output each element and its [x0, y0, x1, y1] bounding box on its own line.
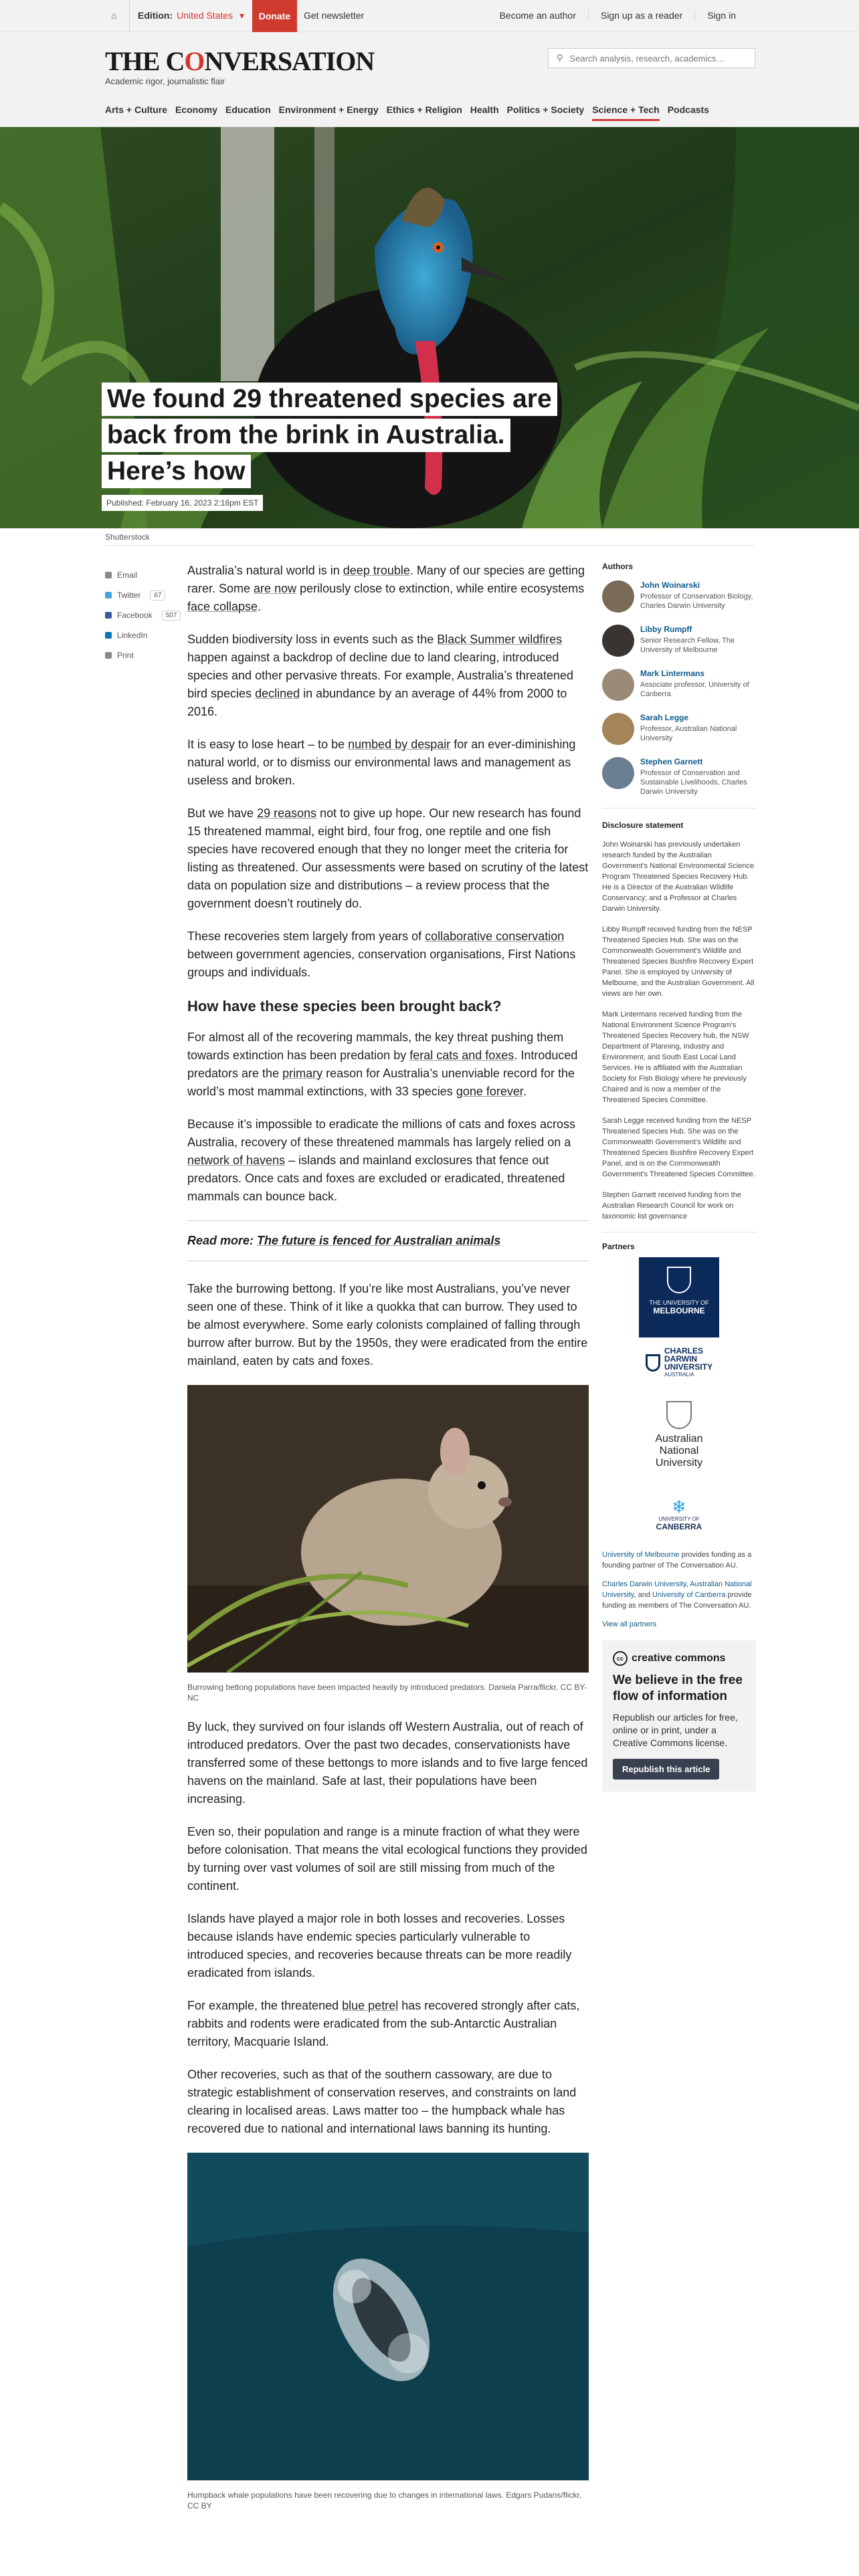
title-line: We found 29 threatened species are	[102, 383, 557, 416]
avatar	[602, 757, 634, 789]
author-name[interactable]: Mark Lintermans	[640, 669, 705, 678]
nav-science-tech[interactable]: Science + Tech	[592, 104, 660, 121]
nav-education[interactable]: Education	[225, 104, 271, 115]
figure-credit: Edgars Pudans/flickr, CC BY	[187, 2490, 582, 2510]
logo-text: CANBERRA	[656, 1521, 702, 1531]
facebook-icon	[105, 612, 112, 619]
share-label: Email	[117, 570, 138, 580]
paragraph: But we have 29 reasons not to give up hope. Our new research has found 15 threatened mammal, eight bird, four frog, one reptile and one fish species have recovered enough that they no longer meet the criteria for listing as threatened. Our assessments were based on scrutiny of the latest data on population size and distributions – a review process that the government doesn’t routinely do.	[187, 807, 589, 910]
section-heading: How have these species been brought back?	[187, 998, 502, 1014]
paragraph: Because it’s impossible to eradicate the millions of cats and foxes across Australia, recovery of these threatened mammals has largely relied on a network of havens – islands and mainland exclosures that fence out predators. Once cats and foxes are excluded or eradicated, threatened mammals can bounce back.	[187, 1117, 575, 1203]
disclosure-heading: Disclosure statement	[602, 808, 756, 830]
paragraph: Australia’s natural world is in deep trouble. Many of our species are getting rarer. Some are now perilously close to extinction, while entire ecosystems face collapse.	[187, 564, 585, 613]
published-date: Published: February 16, 2023 2:18pm EST	[102, 495, 263, 511]
cc-heading: We believe in the free flow of information	[613, 1673, 743, 1703]
inline-link[interactable]: are now	[254, 582, 297, 595]
author-role: Professor, Australian National University	[640, 725, 737, 742]
donate-button[interactable]: Donate	[252, 0, 297, 32]
author-role: Professor of Conservation Biology, Charles Darwin University	[640, 593, 753, 610]
paragraph: It is easy to lose heart – to be numbed by despair for an ever-diminishing natural world, or to dismiss our environmental laws and management as useless and broken.	[187, 738, 576, 787]
view-all-partners-link[interactable]: View all partners	[602, 1620, 657, 1628]
creative-commons-box	[602, 1640, 756, 1792]
humpback-whale-photo	[187, 2153, 589, 2480]
inline-link[interactable]: blue petrel	[342, 1999, 399, 2012]
sign-up-link[interactable]: Sign up as a reader	[588, 10, 694, 21]
inline-link[interactable]: Black Summer wildfires	[437, 633, 563, 646]
inline-link[interactable]: face collapse	[187, 600, 258, 613]
nav-arts-culture[interactable]: Arts + Culture	[105, 104, 167, 115]
nav-politics-society[interactable]: Politics + Society	[506, 104, 585, 115]
author-card[interactable]	[602, 757, 756, 796]
paragraph: By luck, they survived on four islands off Western Australia, out of reach of introduced predators. Over the past two decades, conservationists have transferred some of these bettongs to more islands and to five large fenced havens on the mainland. Safe at last, their populations have been increasing.	[187, 1720, 588, 1806]
share-count: 507	[162, 611, 181, 621]
logo-text: UNIVERSITY	[664, 1362, 712, 1372]
article-body	[187, 562, 589, 2526]
share-label: Print	[117, 651, 134, 660]
read-more-label: Read more:	[187, 1234, 258, 1247]
top-bar	[0, 0, 859, 32]
author-role: Senior Research Fellow, The University of Melbourne	[640, 637, 735, 654]
partner-note: University of Melbourne provides funding as a founding partner of The Conversation AU.	[602, 1551, 752, 1570]
newsletter-link[interactable]: Get newsletter	[304, 10, 365, 21]
edition-value[interactable]: United States	[177, 10, 233, 21]
inline-link[interactable]: numbed by despair	[348, 738, 451, 751]
home-icon[interactable]: ⌂	[111, 10, 117, 21]
logo-text: CHARLES	[664, 1346, 703, 1356]
search-icon: ⚲	[557, 53, 563, 63]
paragraph: Islands have played a major role in both losses and recoveries. Losses because islands have endemic species particularly vulnerable to introduced species, and recoveries because threats can be more readily eradicated from islands.	[187, 1912, 572, 1979]
disclosure-section	[602, 808, 756, 1222]
hero-image	[0, 127, 859, 528]
paragraph: For example, the threatened blue petrel has recovered strongly after cats, rabbits and rodents were eradicated from the sub-Antarctic Australian territory, Macquarie Island.	[187, 1999, 580, 2048]
search-input[interactable]	[548, 48, 755, 68]
nav-ethics-religion[interactable]: Ethics + Religion	[386, 104, 462, 115]
creative-commons-logo: cc creative commons	[613, 1651, 745, 1666]
image-credit: Shutterstock	[105, 532, 150, 542]
charles-darwin-university-logo[interactable]	[602, 1339, 756, 1386]
edition-label: Edition:	[138, 10, 173, 21]
cc-icon: cc	[613, 1651, 628, 1666]
crest-icon	[646, 1354, 660, 1372]
partner-note: Charles Darwin University, Australian National University, and University of Canberra provide funding as members of The Conversation AU.	[602, 1580, 752, 1610]
divider	[105, 545, 754, 546]
disclosure-text: Mark Lintermans received funding from the National Environment Science Program's Threatened Species Recovery hub, the NSW Department of Planning, Industry and Environment, and South East Local Land Services. He is affiliated with the Australian Society for Fish Biology where he previously Chaired and is now a member of the Threatened Species Committee.	[602, 1010, 749, 1104]
read-more-link[interactable]: The future is fenced for Australian animals	[257, 1234, 501, 1247]
republish-button[interactable]: Republish this article	[613, 1759, 719, 1780]
avatar	[602, 713, 634, 745]
nav-economy[interactable]: Economy	[175, 104, 217, 115]
author-card[interactable]	[602, 625, 756, 661]
figure-caption: Burrowing bettong populations have been impacted heavily by introduced predators. Daniela Parra/flickr, CC BY-NC	[187, 1683, 587, 1703]
edition-selector[interactable]	[138, 10, 244, 21]
cc-text: Republish our articles for free, online or in print, under a Creative Commons license.	[613, 1712, 738, 1748]
inline-link[interactable]: gone forever	[456, 1085, 523, 1098]
university-of-melbourne-logo[interactable]	[602, 1261, 756, 1334]
account-links	[488, 10, 748, 21]
bettong-photo	[187, 1385, 589, 1673]
article-title	[102, 383, 557, 491]
nav-health[interactable]: Health	[470, 104, 499, 115]
share-label: Twitter	[117, 591, 141, 600]
linkedin-icon	[105, 632, 112, 639]
share-label: LinkedIn	[117, 631, 148, 640]
logo-text: UNIVERSITY OF	[658, 1515, 700, 1522]
search-placeholder: Search analysis, research, academics…	[569, 53, 725, 64]
avatar	[602, 669, 634, 701]
disclosure-text: Stephen Garnett received funding from the Australian Research Council for work on taxonomic list governance	[602, 1191, 741, 1220]
nav-podcasts[interactable]: Podcasts	[667, 104, 709, 115]
author-card[interactable]	[602, 713, 756, 749]
site-header	[0, 32, 859, 127]
share-count: 67	[150, 591, 165, 601]
figure	[187, 2153, 589, 2511]
logo-text: Australian	[655, 1433, 703, 1444]
disclosure-text: Sarah Legge received funding from the NESP Threatened Species Hub. She was on the Commonwealth Government's Wildlife and Threatened Species Bushfire Recovery Expert Panel, and is on the Commonwealth Government's Threatened Species Committee.	[602, 1117, 755, 1178]
logo-text: MELBOURNE	[653, 1306, 705, 1315]
share-linkedin[interactable]	[105, 625, 181, 645]
share-facebook[interactable]	[105, 605, 181, 625]
share-bar	[105, 565, 181, 665]
sign-in-link[interactable]: Sign in	[694, 10, 748, 21]
disclosure-text: John Woinarski has previously undertaken research funded by the Australian Government's National Environmental Science Program Threatened Species Recovery Hub. He is a Director of the Australian Wildlife Conservancy; and a Professor at Charles Darwin University.	[602, 841, 755, 913]
partner-link[interactable]: University of Canberra	[652, 1591, 726, 1599]
site-logo[interactable]: THE CONVERSATION	[105, 46, 375, 76]
author-name[interactable]: Sarah Legge	[640, 713, 689, 722]
title-line: back from the brink in Australia.	[102, 419, 510, 452]
paragraph: These recoveries stem largely from years of collaborative conservation between government agencies, conservation organisations, First Nations groups and individuals.	[187, 930, 576, 979]
tagline: Academic rigor, journalistic flair	[105, 76, 225, 86]
sidebar	[602, 562, 756, 1792]
avatar	[602, 625, 634, 657]
author-role: Associate professor, University of Canberra	[640, 681, 749, 698]
paragraph: Other recoveries, such as that of the southern cassowary, are due to strategic establishment of conservation reserves, and constraints on land clearing in localised areas. Laws matter too – the humpback whale has recovered due to national and international laws banning its hunting.	[187, 2068, 577, 2135]
author-card[interactable]	[602, 580, 756, 617]
paragraph: For almost all of the recovering mammals, the key threat pushing them towards extinction has been predation by feral cats and foxes. Introduced predators are the primary reason for Australia’s unenviable record for the world’s most mammal extinctions, with 33 species gone forever.	[187, 1031, 578, 1098]
figure-credit: Daniela Parra/flickr, CC BY-NC	[187, 1683, 587, 1703]
title-line: Here’s how	[102, 455, 251, 488]
figure	[187, 1385, 589, 1703]
snowflake-icon: ❄	[672, 1496, 686, 1517]
partner-link[interactable]: Australian National University	[602, 1580, 752, 1599]
inline-link[interactable]: declined	[255, 687, 300, 700]
disclosure-text: Libby Rumpff received funding from the NESP Threatened Species Hub. She was on the Commonwealth Government's Wildlife and Threatened Species Bushfire Recovery Expert Panel. She is employed by University of Melbourne, and the Australian Government. All views are her own.	[602, 926, 755, 998]
divider	[129, 0, 130, 32]
logo-text: University	[655, 1457, 703, 1469]
share-label: Facebook	[117, 611, 153, 620]
logo-text: AUSTRALIA	[664, 1372, 694, 1378]
paragraph: Even so, their population and range is a minute fraction of what they were before colonisation. That means the vital ecological functions they provided by turning over vast volumes of soil are still missing from much of the continent.	[187, 1825, 588, 1893]
nav-environment-energy[interactable]: Environment + Energy	[278, 104, 379, 115]
author-role: Professor of Conservation and Sustainable Livelihoods, Charles Darwin University	[640, 769, 747, 796]
authors-heading: Authors	[602, 562, 633, 571]
australian-national-university-logo[interactable]	[602, 1392, 756, 1479]
email-icon	[105, 572, 112, 578]
inline-link[interactable]: network of havens	[187, 1154, 286, 1167]
section-nav	[105, 104, 709, 121]
inline-link[interactable]: primary	[282, 1067, 323, 1080]
logo-text: THE UNIVERSITY OF	[649, 1299, 709, 1306]
partners-section	[602, 1232, 756, 1628]
author-name[interactable]: John Woinarski	[640, 580, 700, 590]
university-of-canberra-logo[interactable]	[602, 1484, 756, 1544]
partners-heading: Partners	[602, 1242, 635, 1251]
avatar	[602, 580, 634, 613]
inline-link[interactable]: feral cats and foxes	[409, 1049, 514, 1062]
crest-icon	[666, 1401, 692, 1429]
print-icon	[105, 652, 112, 659]
logo-text: DARWIN	[664, 1354, 698, 1364]
inline-link[interactable]: collaborative conservation	[425, 930, 565, 943]
author-name[interactable]: Stephen Garnett	[640, 757, 703, 766]
crest-icon	[667, 1267, 691, 1293]
author-name[interactable]: Libby Rumpff	[640, 625, 692, 634]
inline-link[interactable]: 29 reasons	[257, 807, 317, 820]
chevron-down-icon: ▾	[237, 10, 245, 21]
author-card[interactable]	[602, 669, 756, 705]
partner-link[interactable]: University of Melbourne	[602, 1551, 680, 1559]
share-email[interactable]	[105, 565, 181, 585]
paragraph: Take the burrowing bettong. If you’re like most Australians, you’ve never seen one of these. Think of it like a quokka that can burrow. They used to be almost everywhere. Some early colonists complained of falling through burrow after burrow. But by the 1950s, they were eradicated from the entire mainland, eaten by cats and foxes.	[187, 1282, 588, 1368]
figure-caption: Humpback whale populations have been recovering due to changes in international laws. Edgars Pudans/flickr, CC BY	[187, 2490, 582, 2510]
inline-link[interactable]: deep trouble	[343, 564, 410, 577]
share-twitter[interactable]	[105, 585, 181, 605]
partner-link[interactable]: Charles Darwin University	[602, 1580, 686, 1588]
twitter-icon	[105, 592, 112, 599]
become-author-link[interactable]: Become an author	[499, 10, 576, 21]
paragraph: Sudden biodiversity loss in events such as the Black Summer wildfires happen against a backdrop of decline due to land clearing, introduced species and other pervasive threats. For example, Australia’s threatened bird species declined in abundance by an average of 44% from 2000 to 2016.	[187, 633, 573, 718]
read-more-box	[187, 1220, 589, 1261]
share-print[interactable]	[105, 645, 181, 665]
logo-text: National	[659, 1445, 699, 1457]
